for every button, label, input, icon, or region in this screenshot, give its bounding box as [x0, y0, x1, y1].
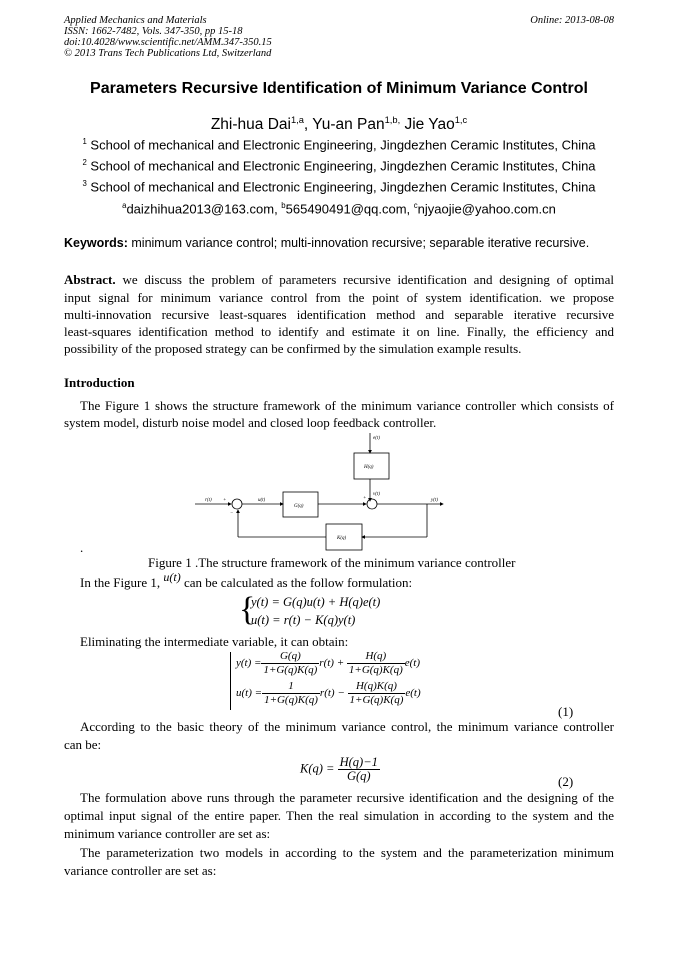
paragraph-line: system model, disturb noise model and closed loop feedback controller. — [64, 415, 437, 430]
summing-junction-1 — [232, 499, 242, 509]
abstract-label: Abstract. — [64, 272, 116, 287]
paragraph-line: According to the basic theory of the minimum variance control, the minimum variance controller — [80, 719, 614, 734]
abstract-line: least-squares identification method to identify and estimate it on line. Finally, the efficiency and — [64, 324, 614, 339]
paragraph-line: The formulation above runs through the parameter recursive identification and the designing of the — [80, 790, 614, 805]
aff-sup: 3 — [82, 179, 87, 188]
figure-caption: Figure 1 .The structure framework of the minimum variance controller — [148, 555, 516, 570]
keywords-label: Keywords: — [64, 236, 128, 250]
numerator: H(q) — [347, 650, 405, 664]
summing-junction-2 — [367, 499, 377, 509]
label-v: v(t) — [373, 492, 380, 497]
abstract-line — [64, 272, 614, 288]
affiliation — [0, 137, 678, 152]
copyright: © 2013 Trans Tech Publications Ltd, Switzerland — [64, 48, 272, 59]
label-plus: + — [223, 498, 227, 503]
label-K: K(q) — [337, 536, 347, 541]
denominator: 1+G(q)K(q) — [263, 664, 318, 676]
label-minus: − — [230, 511, 234, 516]
op: + — [333, 657, 347, 670]
author-sup: 1,a — [290, 115, 304, 125]
paragraph-line: can be: — [64, 737, 102, 752]
aff-text: School of mechanical and Electronic Engineering, Jingdezhen Ceramic Institutes, China — [90, 137, 596, 153]
author-sup: 1,c — [454, 115, 468, 125]
aff-text: School of mechanical and Electronic Engineering, Jingdezhen Ceramic Institutes, China — [90, 158, 596, 174]
author-sup: 1,b, — [384, 115, 401, 125]
email-sup: a — [122, 201, 127, 210]
paragraph-line: The parameterization two models in according to the system and the parameterization minimum — [80, 845, 614, 860]
keywords-text: minimum variance control; multi-innovation recursive; separable iterative recursive. — [127, 236, 590, 250]
paragraph-line: optimal input signal of the entire paper. Then the real simulation in according to the system and the — [64, 808, 614, 823]
author-name: Zhi-hua Dai — [210, 116, 291, 134]
journal-info — [64, 15, 272, 59]
authors: Zhi-hua Dai$^{1,a}$, Yu-an Pan$^{1,b,}$ Jie Yao$^{1,c}$ — [210, 115, 468, 134]
var: e(t) — [404, 657, 421, 670]
block-diagram — [190, 425, 450, 555]
label-r: r(t) — [205, 498, 212, 503]
lhs: y(t) = — [236, 657, 262, 670]
email-sup: c — [413, 201, 418, 210]
label-H: H(q) — [364, 465, 374, 470]
numerator: 1 — [262, 680, 320, 694]
issn: ISSN: 1662-7482, Vols. 347-350, pp 15-18 — [64, 26, 243, 37]
online-date: Online: 2013-08-08 — [530, 15, 614, 26]
abstract-text: we discuss the problem of parameters recursive identification and designing of optimal — [115, 272, 614, 287]
email: njyaojie@yahoo.com.cn — [417, 201, 556, 217]
aff-sup: 2 — [82, 158, 87, 167]
paragraph-line: variance controller are set as: — [64, 863, 217, 878]
label-plus: + — [363, 496, 367, 501]
doi: doi:10.4028/www.scientific.net/AMM.347-350.15 — [64, 37, 272, 48]
abstract-line: input signal for minimum variance control from the point of system identification. we propose — [64, 290, 614, 305]
email-sup: b — [281, 201, 286, 210]
equation-u — [236, 680, 421, 710]
var: r(t) — [319, 687, 335, 700]
label-G: G(q) — [294, 504, 304, 509]
denominator: G(q) — [346, 769, 371, 783]
equation-2 — [300, 756, 380, 783]
affiliation — [0, 179, 678, 194]
abstract-line: multi-innovation recursive least-squares identification method and separable iterative recursive — [64, 307, 614, 322]
emails — [0, 201, 678, 216]
math-u: u(t) — [163, 570, 181, 584]
aff-text: School of mechanical and Electronic Engineering, Jingdezhen Ceramic Institutes, China — [90, 179, 596, 195]
equation-system: { y(t) = G(q)u(t) + H(q)e(t) u(t) = r(t) − K(q)y(t) — [239, 591, 381, 628]
paragraph-line: minimum variance controller are set as: — [64, 826, 271, 841]
var: r(t) — [319, 657, 334, 670]
denominator: 1+G(q)K(q) — [349, 694, 404, 706]
journal-name: Applied Mechanics and Materials — [64, 15, 207, 26]
equation-y — [236, 650, 421, 680]
email: daizhihua2013@163.com, — [126, 201, 282, 217]
text: In the Figure 1, — [80, 575, 164, 590]
numerator: H(q)−1 — [339, 755, 378, 769]
author-name: Jie Yao — [404, 116, 455, 134]
paragraph-line: The Figure 1 shows the structure framework of the minimum variance controller which consists of — [80, 398, 614, 413]
denominator: 1+G(q)K(q) — [264, 694, 318, 706]
stray-dot: . — [80, 540, 84, 555]
lhs: K(q) = — [300, 761, 335, 776]
aff-sup: 1 — [82, 137, 87, 146]
keywords — [64, 236, 589, 250]
label-u: u(t) — [258, 498, 266, 503]
text: can be calculated as the follow formulation: — [180, 575, 413, 590]
equation-number: (1) — [558, 704, 574, 719]
section-heading: Introduction — [64, 375, 135, 390]
lhs: u(t) = — [236, 687, 263, 700]
label-y: y(t) — [431, 498, 438, 503]
paper-title: Parameters Recursive Identification of Minimum Variance Control — [90, 80, 588, 97]
var: e(t) — [405, 687, 421, 700]
equation-1 — [230, 650, 421, 710]
text-line — [80, 570, 413, 591]
numerator: H(q)K(q) — [348, 680, 406, 694]
email: 565490491@qq.com, — [285, 201, 414, 217]
affiliation — [0, 158, 678, 173]
equation: u(t) = r(t) − K(q)y(t) — [251, 613, 356, 627]
abstract-line: possibility of the proposed strategy can be confirmed by the simulation example results. — [64, 341, 522, 356]
equation: y(t) = G(q)u(t) + H(q)e(t) — [251, 595, 381, 609]
numerator: G(q) — [261, 650, 319, 664]
equation-number: (2) — [558, 774, 574, 789]
text-line: Eliminating the intermediate variable, it can obtain: — [80, 634, 349, 649]
author-name: Yu-an Pan — [312, 116, 385, 134]
denominator: 1+G(q)K(q) — [348, 664, 403, 676]
op: − — [334, 687, 348, 700]
label-e: e(t) — [373, 436, 380, 441]
